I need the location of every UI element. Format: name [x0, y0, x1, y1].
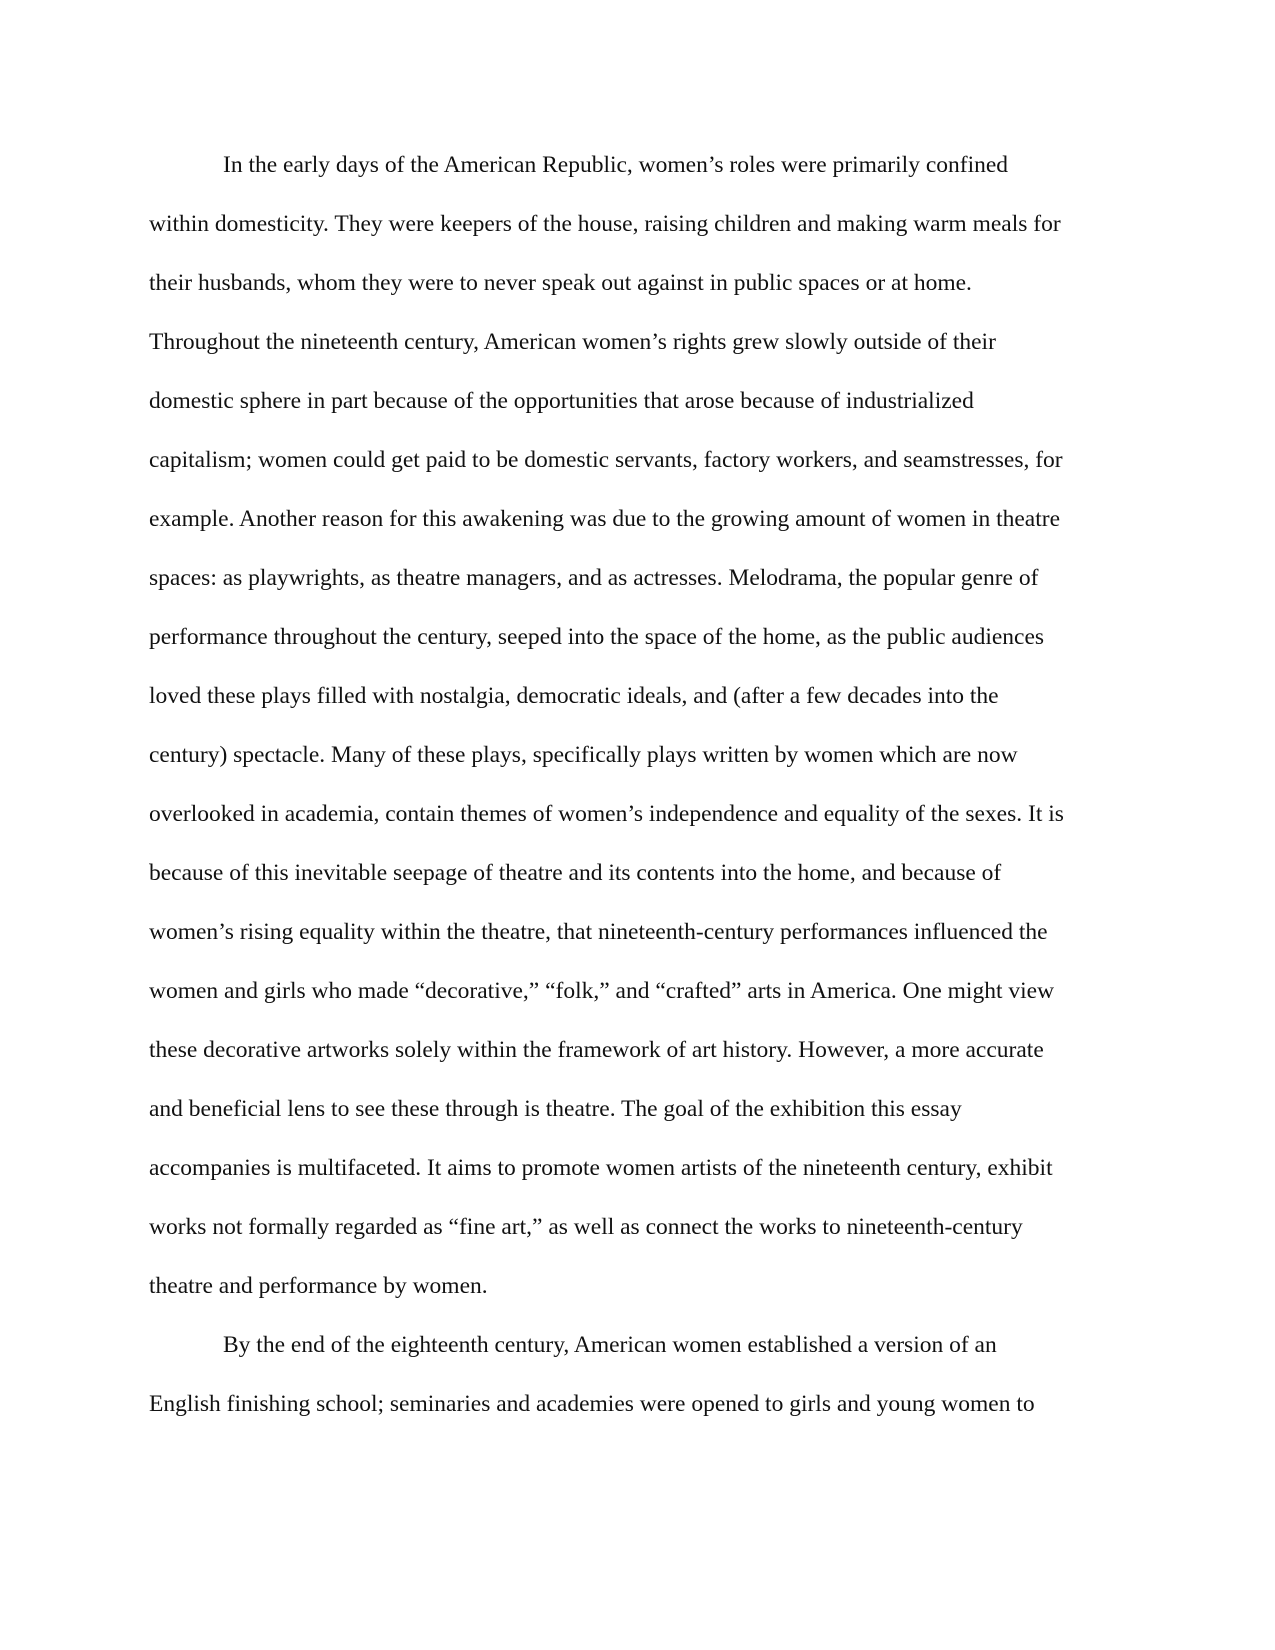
text-line: Throughout the nineteenth century, American women’s rights grew slowly outside of their: [149, 329, 996, 355]
text-line: women and girls who made “decorative,” “folk,” and “crafted” arts in America. One might view: [149, 978, 1055, 1004]
text-line: these decorative artworks solely within the framework of art history. However, a more accurate: [149, 1037, 1044, 1063]
paragraph-1: [149, 136, 1129, 1316]
text-line: within domesticity. They were keepers of the house, raising children and making warm meals for: [149, 211, 1061, 237]
text-line: overlooked in academia, contain themes of women’s independence and equality of the sexes. It is: [149, 801, 1064, 827]
text-line: their husbands, whom they were to never speak out against in public spaces or at home.: [149, 270, 972, 296]
text-line: spaces: as playwrights, as theatre managers, and as actresses. Melodrama, the popular genre of: [149, 565, 1039, 591]
text-line: century) spectacle. Many of these plays, specifically plays written by women which are now: [149, 742, 1018, 768]
text-line: In the early days of the American Republic, women’s roles were primarily confined: [223, 152, 1009, 178]
text-line: By the end of the eighteenth century, American women established a version of an: [223, 1332, 997, 1358]
text-line: women’s rising equality within the theatre, that nineteenth-century performances influenced the: [149, 919, 1048, 945]
text-line: domestic sphere in part because of the opportunities that arose because of industrialized: [149, 388, 974, 414]
paragraph-2: [149, 1316, 1129, 1434]
text-line: loved these plays filled with nostalgia, democratic ideals, and (after a few decades into the: [149, 683, 999, 709]
text-line: works not formally regarded as “fine art,” as well as connect the works to nineteenth-century: [149, 1214, 1023, 1240]
text-line: theatre and performance by women.: [149, 1273, 488, 1299]
text-line: example. Another reason for this awakening was due to the growing amount of women in theatre: [149, 506, 1061, 532]
text-line: and beneficial lens to see these through is theatre. The goal of the exhibition this essay: [149, 1096, 962, 1122]
text-line: English finishing school; seminaries and academies were opened to girls and young women to: [149, 1391, 1035, 1417]
body-text: [149, 136, 1129, 1434]
text-line: because of this inevitable seepage of theatre and its contents into the home, and because of: [149, 860, 1002, 886]
text-line: accompanies is multifaceted. It aims to promote women artists of the nineteenth century, exhibit: [149, 1155, 1053, 1181]
text-line: performance throughout the century, seeped into the space of the home, as the public audiences: [149, 624, 1045, 650]
text-line: capitalism; women could get paid to be domestic servants, factory workers, and seamstresses, for: [149, 447, 1063, 473]
